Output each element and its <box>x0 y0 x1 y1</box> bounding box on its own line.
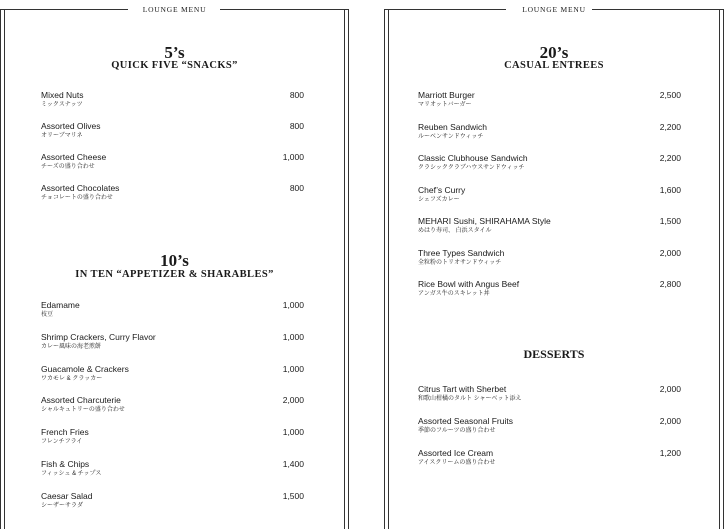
header-label: LOUNGE MENU <box>142 5 207 14</box>
menu-item-japanese-name: シェフズカレー <box>418 196 460 203</box>
menu-item-price: 800 <box>289 121 304 131</box>
menu-item-japanese-name: チーズの盛り合わせ <box>41 164 95 170</box>
section-subtitle: IN TEN “APPETIZER & SHARABLES” <box>75 269 274 280</box>
menu-item <box>41 491 304 513</box>
menu-item-name: Three Types Sandwich <box>418 247 505 258</box>
menu-item-japanese-name: フレンチフライ <box>41 439 83 446</box>
border-line <box>384 10 385 529</box>
page-header <box>0 5 349 15</box>
menu-item-japanese-name: ルーベンサンドウィッチ <box>418 133 484 140</box>
menu-item-price: 2,000 <box>282 395 304 406</box>
menu-item <box>41 121 304 143</box>
menu-item-japanese-name: クラシッククラブハウスサンドウィッチ <box>418 165 525 171</box>
menu-item-name: Marriott Burger <box>418 90 475 100</box>
menu-item <box>418 448 681 470</box>
section-title: DESSERTS <box>523 347 585 361</box>
border-line <box>723 10 724 529</box>
menu-item <box>41 90 304 112</box>
menu-item-price: 2,200 <box>659 153 681 163</box>
menu-item <box>41 332 304 354</box>
menu-item-japanese-name: シャルキュトリーの盛り合わせ <box>41 407 125 414</box>
menu-item-name: Mixed Nuts <box>41 90 84 100</box>
menu-item-japanese-name: アンガス牛のスキレット丼 <box>418 291 490 297</box>
menu-item <box>41 183 304 205</box>
menu-item-japanese-name: ミックスナッツ <box>41 102 83 108</box>
menu-item <box>418 416 681 438</box>
menu-item-price: 2,200 <box>659 121 681 132</box>
menu-item-japanese-name: カレー風味の海老煎餅 <box>41 343 102 350</box>
menu-item-price: 2,500 <box>659 90 681 100</box>
menu-page-right <box>384 0 724 529</box>
menu-item <box>418 384 681 406</box>
menu-item-japanese-name: 和歌山柑橘のタルト シャーベット添え <box>418 396 522 402</box>
page-header <box>384 5 724 15</box>
menu-item-name: Assorted Chocolates <box>41 183 120 193</box>
section-subtitle: QUICK FIVE “SNACKS” <box>111 60 238 71</box>
menu-item-name: Chef’s Curry <box>418 184 466 195</box>
section-subtitle: CASUAL ENTREES <box>504 60 604 71</box>
section-title: 5’s <box>164 43 185 62</box>
menu-item-japanese-name: ワカモレ & クラッカー <box>41 375 103 382</box>
section-title: 20’s <box>539 43 569 62</box>
menu-item-name: MEHARI Sushi, SHIRAHAMA Style <box>418 216 551 226</box>
menu-item-price: 1,400 <box>282 459 304 469</box>
menu-item-price: 2,000 <box>659 416 681 426</box>
menu-item <box>418 279 681 301</box>
section-title: 10’s <box>160 251 189 270</box>
menu-item-name: Assorted Ice Cream <box>418 448 494 458</box>
menu-item-japanese-name: チョコレートの盛り合わせ <box>41 195 113 201</box>
menu-item-japanese-name: 季節のフルーツの盛り合わせ <box>418 428 496 434</box>
menu-item-name: Classic Clubhouse Sandwich <box>418 153 528 163</box>
menu-item <box>418 90 681 112</box>
menu-item <box>418 216 681 238</box>
menu-item <box>41 427 304 449</box>
menu-item-name: Rice Bowl with Angus Beef <box>418 279 520 289</box>
menu-item-name: Citrus Tart with Sherbet <box>418 384 507 394</box>
menu-item <box>418 153 681 175</box>
menu-item-japanese-name: アイスクリームの盛り合わせ <box>418 460 496 466</box>
menu-item-japanese-name: フィッシュ & チップス <box>41 471 102 477</box>
menu-item-japanese-name: 枝豆 <box>41 312 54 318</box>
menu-item-price: 2,000 <box>659 384 681 394</box>
menu-item-name: Assorted Olives <box>41 121 101 131</box>
menu-item <box>418 185 681 207</box>
menu-item-price: 2,800 <box>659 279 681 289</box>
menu-item-name: Assorted Cheese <box>41 152 107 162</box>
menu-item <box>41 152 304 174</box>
menu-item-name: Assorted Charcuterie <box>41 395 121 406</box>
menu-item-name: Reuben Sandwich <box>418 121 487 132</box>
menu-item-name: Fish & Chips <box>41 459 90 469</box>
menu-item-name: Edamame <box>41 300 80 310</box>
menu-item-price: 1,000 <box>282 152 304 162</box>
menu-item-name: French Fries <box>41 427 89 438</box>
menu-item-price: 1,500 <box>282 490 304 501</box>
menu-item-name: Caesar Salad <box>41 490 93 501</box>
menu-item-name: Shrimp Crackers, Curry Flavor <box>41 331 156 342</box>
menu-item-name: Guacamole & Crackers <box>41 363 129 374</box>
menu-item-price: 1,000 <box>282 300 304 310</box>
menu-item-price: 800 <box>289 90 304 100</box>
border-line <box>388 10 389 529</box>
border-line <box>719 10 720 529</box>
menu-item-price: 1,500 <box>659 216 681 226</box>
menu-page-left <box>0 0 349 529</box>
menu-item-japanese-name: 全粒粉のトリオサンドウィッチ <box>418 259 502 266</box>
menu-item-price: 1,000 <box>282 363 304 374</box>
menu-item-japanese-name: マリオットバーガー <box>418 102 472 108</box>
menu-item-japanese-name: シーザーサラダ <box>41 502 83 509</box>
menu-item-price: 1,000 <box>282 427 304 438</box>
menu-item-price: 800 <box>289 183 304 193</box>
menu-item-japanese-name: めはり寿司、 白浜スタイル <box>418 228 492 234</box>
menu-item <box>41 300 304 322</box>
menu-item-name: Assorted Seasonal Fruits <box>418 416 513 426</box>
menu-item <box>41 364 304 386</box>
menu-item <box>418 248 681 270</box>
menu-item <box>41 459 304 481</box>
header-label: LOUNGE MENU <box>522 5 586 14</box>
menu-item-price: 1,000 <box>282 331 304 342</box>
menu-item <box>418 122 681 144</box>
menu-item-price: 2,000 <box>659 247 681 258</box>
menu-item-japanese-name: オリーブマリネ <box>41 133 83 139</box>
menu-item-price: 1,200 <box>659 448 681 458</box>
menu-item <box>41 395 304 417</box>
menu-item-price: 1,600 <box>659 184 681 195</box>
